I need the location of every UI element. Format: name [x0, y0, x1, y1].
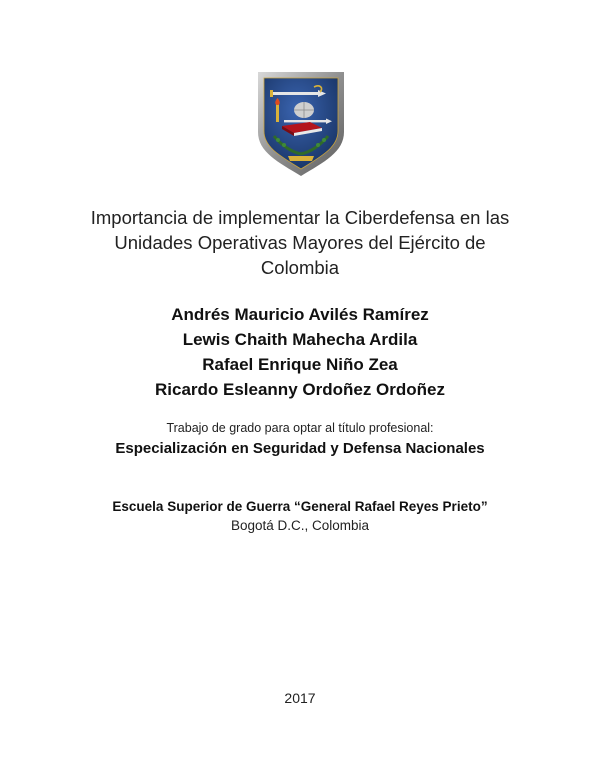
- institution-city: Bogotá D.C., Colombia: [230, 518, 370, 533]
- degree-intro-text: Trabajo de grado para optar al título profesional:: [166, 421, 434, 435]
- institution-name: Escuela Superior de Guerra “General Rafael Reyes Prieto”: [112, 499, 488, 514]
- degree-name: Especialización en Seguridad y Defensa Nacionales: [115, 440, 485, 457]
- author-name: Ricardo Esleanny Ordoñez Ordoñez: [154, 380, 445, 399]
- thesis-title-line: Colombia: [260, 257, 340, 278]
- military-school-crest-icon: [254, 70, 348, 178]
- author-name: Lewis Chaith Mahecha Ardila: [182, 330, 418, 349]
- thesis-title: [60, 205, 540, 280]
- author-name: Rafael Enrique Niño Zea: [202, 355, 398, 374]
- publication-year: 2017: [284, 690, 316, 706]
- thesis-title-line: Importancia de implementar la Ciberdefensa en las: [90, 207, 510, 228]
- author-name: Andrés Mauricio Avilés Ramírez: [171, 305, 429, 324]
- thesis-title-line: Unidades Operativas Mayores del Ejército de: [114, 232, 486, 253]
- author-list: [60, 302, 540, 402]
